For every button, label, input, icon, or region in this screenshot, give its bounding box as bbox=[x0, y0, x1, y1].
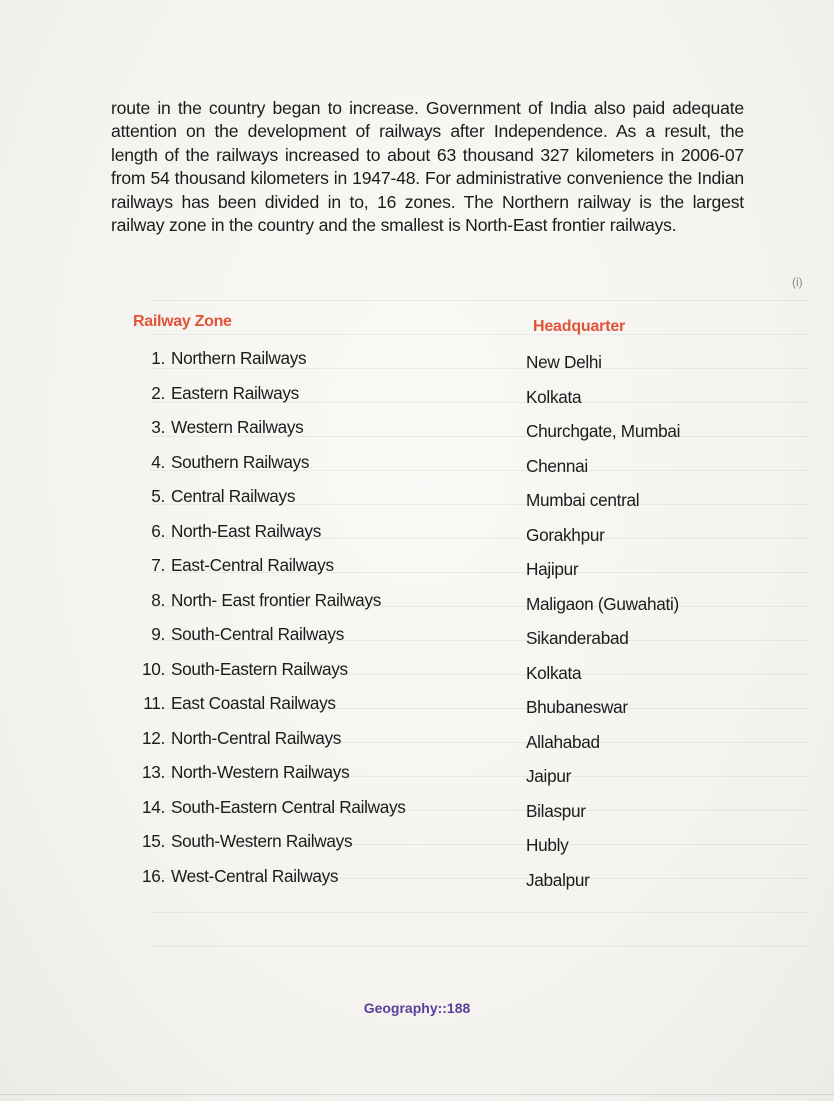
row-number: 16. bbox=[142, 865, 165, 886]
row-number: 13. bbox=[142, 762, 165, 782]
railway-zone-name: North-East Railways bbox=[171, 520, 321, 541]
row-number: 15. bbox=[142, 831, 165, 851]
headquarter-name: Sikanderabad bbox=[526, 628, 629, 648]
railway-zone-name: South-Central Railways bbox=[171, 624, 344, 644]
headquarter-name: Chennai bbox=[526, 455, 588, 476]
railway-zone-list bbox=[125, 348, 725, 900]
list-item bbox=[125, 797, 725, 832]
row-number: 11. bbox=[143, 693, 165, 713]
headquarter-name: Jaipur bbox=[526, 766, 572, 786]
list-item bbox=[125, 728, 725, 763]
row-number: 2. bbox=[151, 382, 165, 403]
headquarter-name: Allahabad bbox=[526, 731, 600, 752]
headquarter-name: Hajipur bbox=[526, 559, 579, 579]
list-item bbox=[125, 624, 725, 659]
railway-zone-name: Southern Railways bbox=[171, 451, 310, 472]
row-number: 3. bbox=[151, 417, 165, 437]
column-header-railway-zone: Railway Zone bbox=[133, 313, 232, 330]
list-item bbox=[125, 348, 725, 383]
railway-zone-name: Eastern Railways bbox=[171, 382, 299, 403]
list-item bbox=[125, 555, 725, 590]
headquarter-name: Churchgate, Mumbai bbox=[526, 421, 681, 441]
list-item bbox=[125, 693, 725, 728]
row-number: 14. bbox=[142, 796, 165, 817]
row-number: 4. bbox=[151, 451, 165, 472]
railway-zone-name: South-Eastern Central Railways bbox=[171, 796, 406, 817]
headquarter-name: Kolkata bbox=[526, 386, 582, 407]
railway-zone-name: West-Central Railways bbox=[171, 865, 339, 886]
headquarter-name: Mumbai central bbox=[526, 490, 640, 510]
list-item bbox=[125, 486, 725, 521]
list-item bbox=[125, 831, 725, 866]
railway-zone-name: North-Western Railways bbox=[171, 762, 350, 782]
railway-zone-name: Central Railways bbox=[171, 486, 296, 506]
row-number: 6. bbox=[151, 520, 165, 541]
headquarter-name: Bhubaneswar bbox=[526, 697, 628, 717]
list-item bbox=[125, 762, 725, 797]
list-item bbox=[125, 659, 725, 694]
page-footer: Geography::188 bbox=[363, 1000, 471, 1016]
railway-zone-name: North- East frontier Railways bbox=[171, 589, 382, 610]
headquarter-name: Bilaspur bbox=[526, 800, 586, 821]
row-number: 12. bbox=[142, 727, 165, 748]
railway-zone-name: East-Central Railways bbox=[171, 555, 334, 575]
railway-zone-name: East Coastal Railways bbox=[171, 693, 336, 713]
headquarter-name: Kolkata bbox=[526, 662, 582, 683]
row-number: 7. bbox=[151, 555, 165, 575]
bottom-edge bbox=[0, 1094, 834, 1095]
headquarter-name: Hubly bbox=[526, 835, 569, 855]
railway-zone-name: Northern Railways bbox=[171, 348, 307, 368]
row-number: 9. bbox=[151, 624, 165, 644]
list-item bbox=[125, 866, 725, 901]
body-paragraph: route in the country began to increase. Government of India also paid adequate attention on the development of railways after Independence. As a result, the length of the railways increased to about 63 thousand 327 kilometers in 2006-07 from 54 thousand kilometers in 1947-48. For administrative convenience the Indian railways has been divided in to, 16 zones. The Northern railway is the largest railway zone in the country and the smallest is North-East frontier railways. bbox=[111, 98, 744, 236]
headquarter-name: New Delhi bbox=[526, 352, 602, 372]
railway-zone-name: Western Railways bbox=[171, 417, 304, 437]
headquarter-name: Jabalpur bbox=[526, 869, 590, 890]
row-number: 10. bbox=[142, 658, 165, 679]
list-item bbox=[125, 590, 725, 625]
list-item bbox=[125, 417, 725, 452]
row-number: 5. bbox=[151, 486, 165, 506]
headquarter-name: Maligaon (Guwahati) bbox=[526, 593, 679, 614]
railway-zone-name: South-Eastern Railways bbox=[171, 658, 348, 679]
row-number: 1. bbox=[151, 348, 165, 368]
list-item bbox=[125, 383, 725, 418]
list-item bbox=[125, 452, 725, 487]
column-header-headquarter: Headquarter bbox=[533, 318, 626, 335]
row-number: 8. bbox=[151, 589, 165, 610]
railway-zone-name: North-Central Railways bbox=[171, 727, 342, 748]
headquarter-name: Gorakhpur bbox=[526, 524, 605, 545]
margin-mark: (i) bbox=[792, 275, 803, 289]
railway-zone-name: South-Western Railways bbox=[171, 831, 353, 851]
list-item bbox=[125, 521, 725, 556]
